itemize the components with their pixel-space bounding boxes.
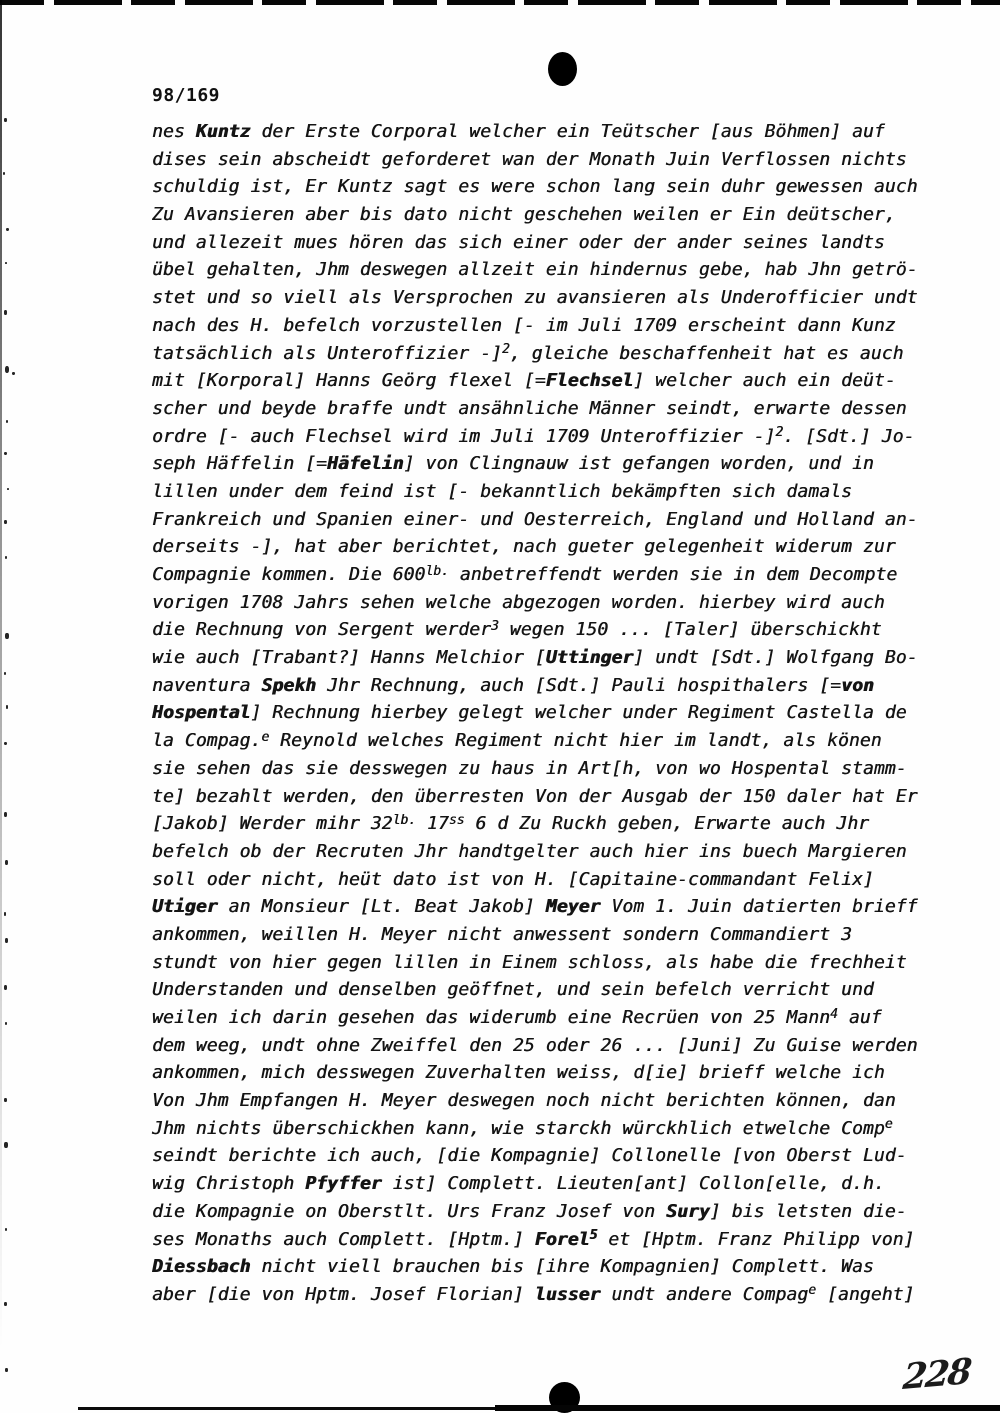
scan-artifact-left-edge-line: [0, 0, 2, 1350]
scan-speck: [3, 172, 5, 175]
text-line: scher und beyde braffe undt ansähnliche Männer seindt, erwarte dessen: [152, 397, 907, 419]
scan-artifact-bottom-line-thick: [495, 1405, 1000, 1411]
text-line: vorigen 1708 Jahrs sehen welche abgezogen worden. hierbey wird auch: [152, 591, 885, 613]
text-line: wie auch [Trabant?] Hanns Melchior [Uttinger] undt [Sdt.] Wolfgang Bo-: [152, 647, 918, 669]
scan-speck: [12, 372, 15, 375]
page-number-header: 98/169: [152, 85, 221, 106]
text-line: übel gehalten, Jhm deswegen allzeit ein hindernus gebe, hab Jhn getrö-: [152, 259, 918, 281]
scan-speck: [5, 1368, 8, 1372]
text-line: naventura Spekh Jhr Rechnung, auch [Sdt.] Pauli hospithalers [=von: [152, 674, 874, 696]
text-line: Utiger an Monsieur [Lt. Beat Jakob] Meyer Vom 1. Juin datierten brieff: [152, 896, 918, 918]
scan-speck: [5, 938, 8, 943]
scan-speck: [4, 1302, 7, 1306]
scan-speck: [4, 520, 7, 524]
scan-speck: [4, 985, 7, 990]
text-line: te] bezahlt werden, den überresten Von der Ausgab der 150 daler hat Er: [152, 785, 918, 807]
scan-speck: [4, 310, 7, 315]
text-line: Zu Avansieren aber bis dato nicht geschehen weilen er Ein deütscher,: [152, 204, 896, 226]
scan-speck: [5, 1022, 7, 1025]
scan-speck: [5, 860, 8, 865]
scan-speck: [5, 556, 7, 559]
text-line: nach des H. befelch vorzustellen [- im Juli 1709 erscheint dann Kunz: [152, 314, 896, 336]
text-line: seph Häffelin [=Häfelin] von Clingnauw ist gefangen worden, und in: [152, 453, 874, 475]
scan-speck: [6, 420, 8, 423]
scan-speck: [7, 488, 9, 490]
scan-speck: [4, 118, 7, 122]
text-line: schuldig ist, Er Kuntz sagt es were schon lang sein duhr gewessen auch: [152, 176, 918, 198]
text-line: Diessbach nicht viell brauchen bis [ihre Kompagnien] Complett. Was: [152, 1256, 874, 1278]
scan-speck: [4, 1142, 8, 1148]
scan-speck: [4, 1098, 7, 1102]
text-line: Frankreich und Spanien einer- und Oesterreich, England und Holland an-: [152, 508, 918, 530]
text-line: lillen under dem feind ist [- bekanntlich bekämpften sich damals: [152, 480, 852, 502]
text-line: stet und so viell als Versprochen zu avansieren als Underofficier undt: [152, 287, 918, 309]
text-line: Hospental] Rechnung hierbey gelegt welcher under Regiment Castella de: [152, 702, 907, 724]
scan-speck: [5, 262, 7, 264]
text-line: dem weeg, undt ohne Zweiffel den 25 oder 26 ... [Juni] Zu Guise werden: [152, 1034, 918, 1056]
scan-speck: [4, 812, 7, 817]
text-line: dises sein abscheidt geforderet wan der Monath Juin Verflossen nichts: [152, 148, 907, 170]
scan-speck: [5, 366, 9, 373]
typewritten-text: [152, 118, 952, 1309]
text-line: nes Kuntz der Erste Corporal welcher ein Teütscher [aus Böhmen] auf: [152, 121, 885, 142]
handwritten-folio-number: 228: [901, 1350, 972, 1399]
text-line: ordre [- auch Flechsel wird im Juli 1709 Unteroffizier -]$^2$. [Sdt.] Jo-: [152, 425, 915, 447]
text-line: Jhm nichts überschickhen kann, wie starckh würckhlich etwelche Comp$^e$: [152, 1117, 893, 1139]
text-line: sie sehen das sie desswegen zu haus in Art[h, von wo Hospental stamm-: [152, 757, 907, 779]
scan-speck: [5, 633, 9, 639]
scan-speck: [6, 705, 8, 709]
text-line: tatsächlich als Unteroffizier -]$^2$, gleiche beschaffenheit hat es auch: [152, 342, 904, 364]
text-line: weilen ich darin gesehen das widerumb eine Recrüen von 25 Mann$^4$ auf: [152, 1006, 882, 1028]
scan-speck: [4, 742, 7, 745]
text-line: la Compag.$^e$ Reynold welches Regiment nicht hier im landt, als könen: [152, 729, 882, 752]
text-line: Compagnie kommen. Die $600^{lb.}$ anbetreffendt werden sie in dem Decompte: [152, 563, 898, 585]
text-line: ses Monaths auch Complett. [Hptm.] Forel$^5$ et [Hptm. Franz Philipp von]: [152, 1228, 915, 1250]
text-line: Von Jhm Empfangen H. Meyer deswegen noch nicht berichten können, dan: [152, 1090, 896, 1112]
text-line: befelch ob der Recruten Jhr handtgelter auch hier ins buech Margieren: [152, 840, 907, 862]
text-line: seindt berichte ich auch, [die Kompagnie] Collonelle [von Oberst Lud-: [152, 1145, 907, 1167]
text-line: derseits -], hat aber berichtet, nach gueter gelegenheit widerum zur: [152, 536, 896, 558]
text-line: die Kompagnie on Oberstlt. Urs Franz Josef von Sury] bis letsten die-: [152, 1200, 907, 1222]
text-line: aber [die von Hptm. Josef Florian] lusser undt andere Compag$^e$ [angeht]: [152, 1283, 915, 1305]
text-line: ankommen, weillen H. Meyer nicht anwessent sondern Commandiert 3: [152, 923, 852, 945]
scan-speck: [4, 912, 6, 916]
scan-speck: [4, 452, 7, 455]
text-line: [Jakob] Werder mihr $32^{lb.}$ $17^{ss}$ 6 d Zu Ruckh geben, Erwarte auch Jhr: [152, 812, 870, 835]
scan-speck: [5, 1228, 7, 1231]
text-line: mit [Korporal] Hanns Geörg flexel [=Flechsel] welcher auch ein deüt-: [152, 370, 896, 392]
text-line: soll oder nicht, heüt dato ist von H. [Capitaine-commandant Felix]: [152, 868, 874, 890]
text-line: ankommen, mich desswegen Zuverhalten weiss, d[ie] brieff welche ich: [152, 1062, 885, 1084]
punch-hole-dot-top: [548, 52, 577, 86]
text-line: und allezeit mues hören das sich einer oder der ander seines landts: [152, 231, 885, 253]
scan-speck: [4, 672, 6, 675]
scan-artifact-top-dashed-line: [0, 0, 1000, 5]
text-line: wig Christoph Pfyffer ist] Complett. Lieuten[ant] Collon[elle, d.h.: [152, 1173, 885, 1195]
text-line: stundt von hier gegen lillen in Einem schloss, als habe die frechheit: [152, 951, 907, 973]
text-line: die Rechnung von Sergent werder$^3$ wegen 150 ... [Taler] überschickht: [152, 618, 882, 641]
scan-speck: [6, 228, 9, 231]
text-line: Understanden und denselben geöffnet, und sein befelch verricht und: [152, 979, 874, 1001]
